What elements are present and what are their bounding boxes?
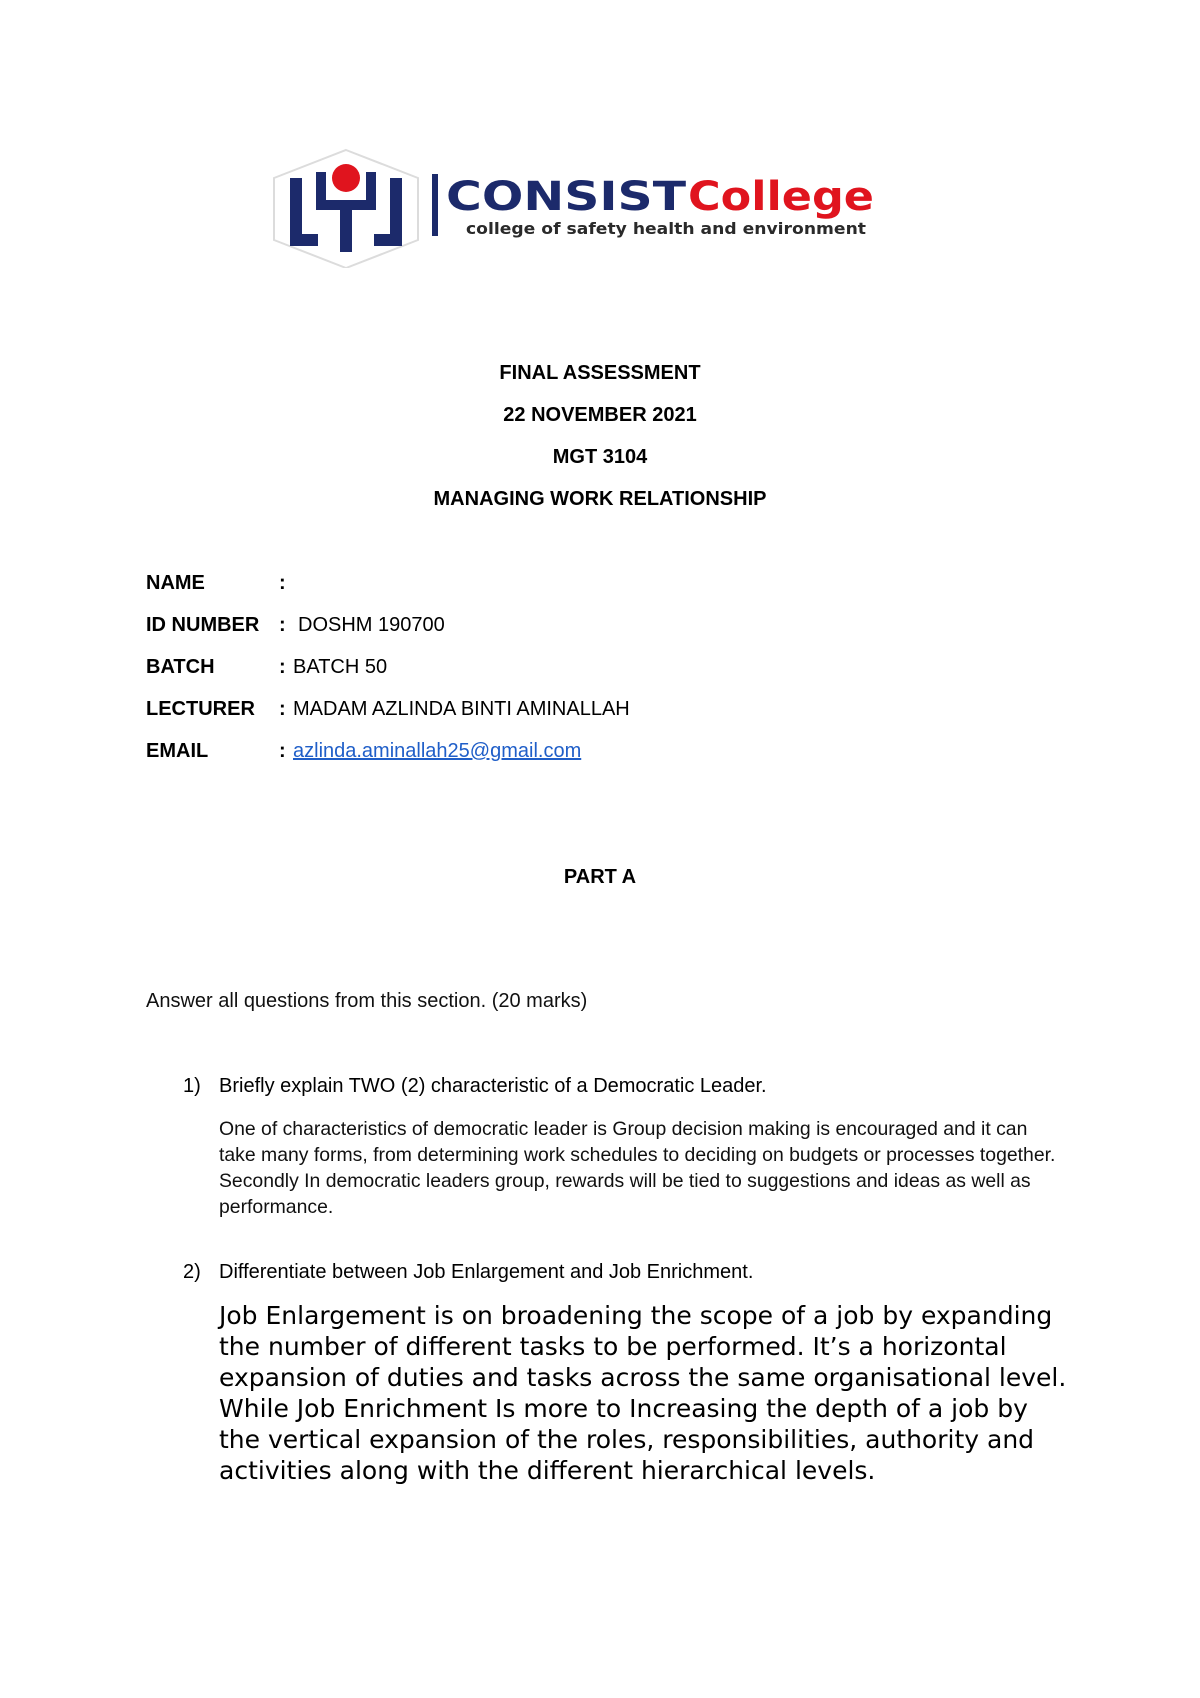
name-colon: : [279,572,286,594]
consist-college-logo [268,148,878,268]
logo-brand-text-accent: College [688,174,874,220]
batch-value: BATCH 50 [293,656,388,678]
question-2-number: 2) [183,1261,201,1283]
id-number-value: DOSHM 190700 [298,614,445,636]
logo-body-shape [340,200,352,252]
assessment-date: 22 NOVEMBER 2021 [503,404,697,426]
lecturer-value: MADAM AZLINDA BINTI AMINALLAH [293,698,630,720]
section-instruction: Answer all questions from this section. (20 marks) [146,990,588,1012]
answer-1-text: One of characteristics of democratic leader is Group decision making is encouraged and it can take many forms, from determining work schedules to deciding on budgets or processes together. Secondly In democratic leaders group, rewards will be tied to suggestions and ideas as well as performance. [219,1118,1056,1218]
logo-divider-bar [432,174,438,236]
lecturer-colon: : [279,698,286,720]
question-1-text: Briefly explain TWO (2) characteristic of a Democratic Leader. [219,1075,767,1097]
assessment-title: FINAL ASSESSMENT [499,362,701,384]
batch-label: BATCH [146,656,215,678]
id-number-label: ID NUMBER [146,614,260,636]
name-label: NAME [146,572,205,594]
email-link[interactable]: azlinda.aminallah25@gmail.com [293,740,582,762]
email-value-wrapper [293,738,581,764]
batch-colon: : [279,656,286,678]
email-colon: : [279,740,286,762]
logo-brand-text: CONSIST [446,174,687,220]
answer-2-text: Job Enlargement is on broadening the scope of a job by expanding the number of different tasks to be performed. It’s a horizontal expansion of duties and tasks across the same organisational level. While Job Enrichment Is more to Increasing the depth of a job by the vertical expansion of the roles, responsibilities, authority and activities along with the different hierarchical levels. [219,1301,1067,1485]
course-code: MGT 3104 [552,446,648,468]
logo-tagline: college of safety health and environment [466,219,867,238]
logo-head-circle [332,164,360,192]
email-label: EMAIL [146,740,209,762]
lecturer-label: LECTURER [146,698,255,720]
assessment-title-block [0,360,1200,528]
question-1-number: 1) [183,1075,201,1097]
part-heading: PART A [563,866,637,888]
id-number-colon: : [279,614,286,636]
logo-graphic [268,148,878,268]
course-name: MANAGING WORK RELATIONSHIP [433,488,767,510]
question-2-text: Differentiate between Job Enlargement and Job Enrichment. [219,1261,754,1283]
